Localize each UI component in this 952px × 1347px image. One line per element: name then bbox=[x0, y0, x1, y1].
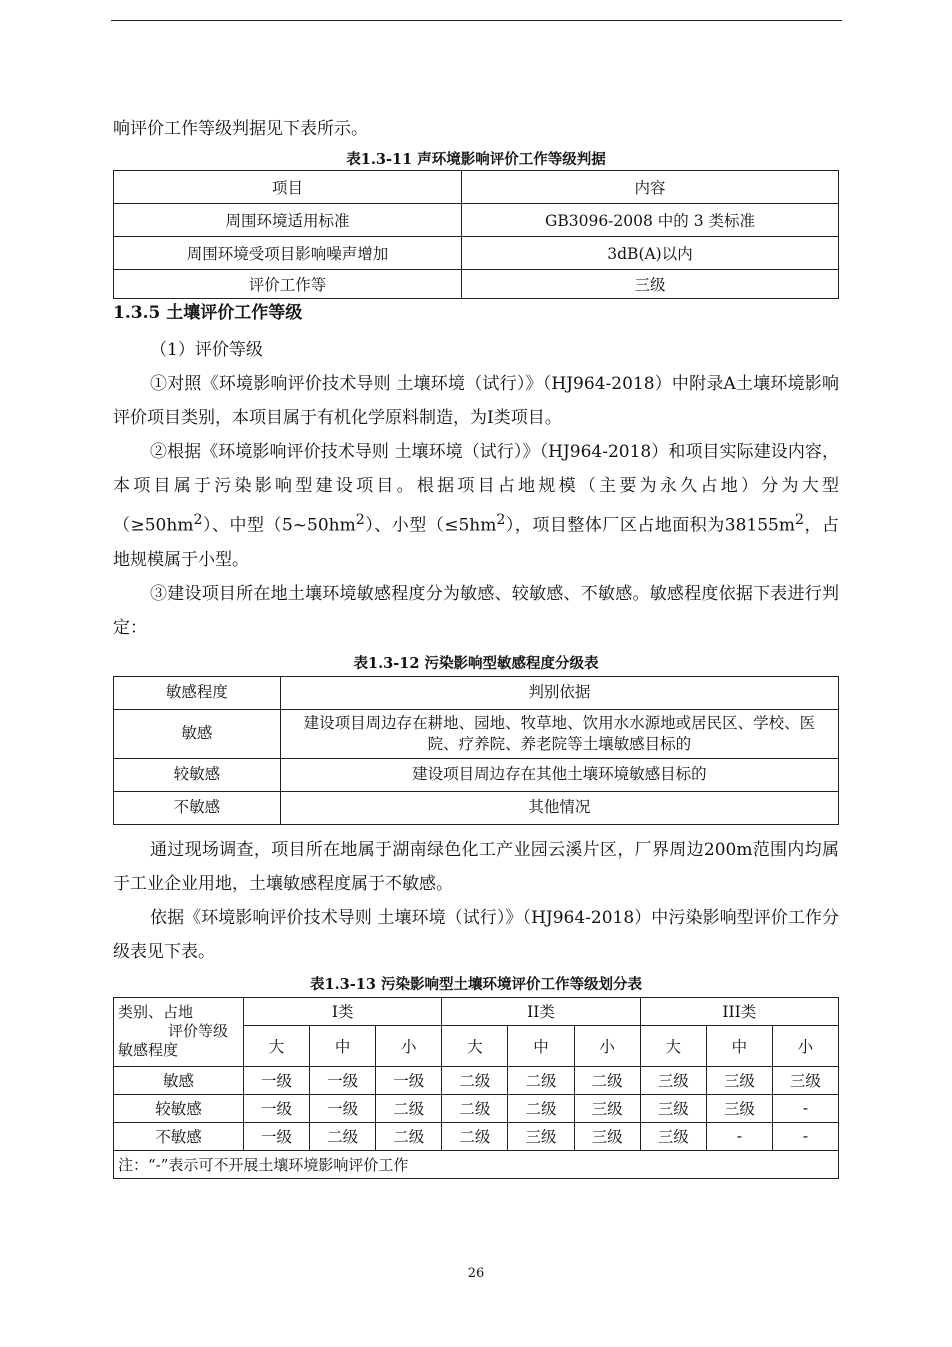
size-header: 小 bbox=[772, 1025, 838, 1066]
table-cell: 敏感 bbox=[114, 709, 281, 758]
table-row bbox=[114, 204, 839, 237]
superscript: 2 bbox=[496, 512, 506, 528]
table-cell: 三级 bbox=[640, 1066, 706, 1094]
table-row bbox=[114, 237, 839, 270]
row-label: 较敏感 bbox=[114, 1094, 244, 1122]
paragraph-5: 依据《环境影响评价技术导则 土壤环境（试行）》（HJ964-2018）中污染影响型评价工作分级表见下表。 bbox=[113, 907, 839, 962]
grade-division-table bbox=[113, 997, 839, 1179]
table-cell: 三级 bbox=[640, 1122, 706, 1150]
size-header: 小 bbox=[376, 1025, 442, 1066]
table-cell: 较敏感 bbox=[114, 758, 281, 791]
paragraph-1: ①对照《环境影响评价技术导则 土壤环境（试行）》（HJ964-2018）中附录A土壤环境影响评价项目类别，本项目属于有机化学原料制造，为I类项目。 bbox=[113, 374, 839, 428]
table-cell: - bbox=[772, 1122, 838, 1150]
table-cell: 一级 bbox=[376, 1066, 442, 1094]
table-cell: 其他情况 bbox=[280, 791, 838, 824]
table-cell: 一级 bbox=[310, 1066, 376, 1094]
table-cell: 3dB(A)以内 bbox=[462, 237, 839, 270]
table-cell: 三级 bbox=[706, 1066, 772, 1094]
header-cell: 敏感程度 bbox=[114, 676, 281, 709]
table-cell: 三级 bbox=[772, 1066, 838, 1094]
table-cell: 三级 bbox=[574, 1094, 640, 1122]
size-header: 大 bbox=[442, 1025, 508, 1066]
table-cell: - bbox=[706, 1122, 772, 1150]
table-cell: 建设项目周边存在耕地、园地、牧草地、饮用水水源地或居民区、学校、医院、疗养院、养老院等土壤敏感目标的 bbox=[280, 709, 838, 758]
paragraph-2-text: ，占地规模属于小型。 bbox=[113, 515, 840, 570]
corner-label: 评价等级 bbox=[168, 1022, 229, 1041]
size-header: 大 bbox=[244, 1025, 310, 1066]
table-cell: 二级 bbox=[442, 1066, 508, 1094]
document-body bbox=[113, 112, 839, 1179]
superscript: 2 bbox=[795, 512, 805, 528]
paragraph-2-text: ）、小型（≤5hm bbox=[364, 515, 497, 536]
header-cell: 判别依据 bbox=[280, 676, 838, 709]
table-cell: 周围环境适用标准 bbox=[114, 204, 462, 237]
header-rule bbox=[111, 20, 842, 21]
table-cell: 建设项目周边存在其他土壤环境敏感目标的 bbox=[280, 758, 838, 791]
table-cell: - bbox=[772, 1094, 838, 1122]
size-header: 中 bbox=[310, 1025, 376, 1066]
table-cell: 二级 bbox=[376, 1122, 442, 1150]
table-cell: 三级 bbox=[508, 1122, 574, 1150]
table-cell: 一级 bbox=[244, 1066, 310, 1094]
sub-heading: （1）评价等级 bbox=[150, 340, 263, 360]
table-cell: 三级 bbox=[574, 1122, 640, 1150]
table-cell: GB3096-2008 中的 3 类标准 bbox=[462, 204, 839, 237]
table-cell: 周围环境受项目影响噪声增加 bbox=[114, 237, 462, 270]
size-header: 中 bbox=[706, 1025, 772, 1066]
size-header: 小 bbox=[574, 1025, 640, 1066]
corner-label: 敏感程度 bbox=[118, 1041, 179, 1060]
superscript: 2 bbox=[355, 512, 365, 528]
table-cell: 二级 bbox=[376, 1094, 442, 1122]
table-cell: 三级 bbox=[462, 270, 839, 299]
page-number: 26 bbox=[467, 1266, 485, 1281]
row-label: 不敏感 bbox=[114, 1122, 244, 1150]
table-note: 注：“-”表示可不开展土壤环境影响评价工作 bbox=[114, 1150, 839, 1178]
paragraph-2 bbox=[113, 435, 839, 577]
table-cell: 二级 bbox=[508, 1094, 574, 1122]
table-cell: 二级 bbox=[442, 1094, 508, 1122]
size-header: 大 bbox=[640, 1025, 706, 1066]
table-12-caption: 表1.3-12 污染影响型敏感程度分级表 bbox=[353, 654, 599, 672]
category-header: I类 bbox=[244, 997, 442, 1025]
paragraph-2-text: ）、中型（5~50hm bbox=[202, 515, 356, 536]
table-header-row bbox=[114, 171, 839, 204]
superscript: 2 bbox=[193, 512, 203, 528]
paragraph-3: ③建设项目所在地土壤环境敏感程度分为敏感、较敏感、不敏感。敏感程度依据下表进行判定： bbox=[113, 583, 839, 638]
table-header-row bbox=[114, 997, 839, 1025]
row-label: 敏感 bbox=[114, 1066, 244, 1094]
sensitivity-table bbox=[113, 676, 839, 825]
table-cell: 二级 bbox=[508, 1066, 574, 1094]
table-cell: 三级 bbox=[706, 1094, 772, 1122]
table-cell: 二级 bbox=[310, 1122, 376, 1150]
table-cell: 一级 bbox=[244, 1122, 310, 1150]
table-row bbox=[114, 791, 839, 824]
paragraph-2-text: ），项目整体厂区占地面积为38155m bbox=[505, 515, 795, 536]
corner-cell bbox=[114, 997, 244, 1066]
table-note-row bbox=[114, 1150, 839, 1178]
table-cell: 不敏感 bbox=[114, 791, 281, 824]
paragraph-4: 通过现场调查，项目所在地属于湖南绿色化工产业园云溪片区，厂界周边200m范围内均属于工业企业用地，土壤敏感程度属于不敏感。 bbox=[113, 839, 839, 894]
table-row bbox=[114, 270, 839, 299]
table-row bbox=[114, 758, 839, 791]
size-header: 中 bbox=[508, 1025, 574, 1066]
table-cell: 一级 bbox=[244, 1094, 310, 1122]
table-cell: 三级 bbox=[640, 1094, 706, 1122]
table-11-caption: 表1.3-11 声环境影响评价工作等级判据 bbox=[346, 151, 606, 168]
table-row bbox=[114, 709, 839, 758]
table-13-caption: 表1.3-13 污染影响型土壤环境评价工作等级划分表 bbox=[310, 975, 642, 993]
paragraph-2-text: ②根据《环境影响评价技术导则 土壤环境（试行）》（HJ964-2018）和项目实际建设内容，本项目属于污染影响型建设项目。根据项目占地规模（主要为永久占地）分为大型（≥50hm bbox=[113, 442, 839, 536]
table-cell: 评价工作等 bbox=[114, 270, 462, 299]
table-row bbox=[114, 1094, 839, 1122]
intro-line: 响评价工作等级判据见下表所示。 bbox=[113, 119, 368, 139]
category-header: III类 bbox=[640, 997, 838, 1025]
table-row bbox=[114, 1066, 839, 1094]
corner-label: 类别、占地 bbox=[118, 1003, 194, 1022]
table-cell: 一级 bbox=[310, 1094, 376, 1122]
header-cell: 内容 bbox=[462, 171, 839, 204]
category-header: II类 bbox=[442, 997, 640, 1025]
noise-grade-table bbox=[113, 170, 839, 299]
section-heading: 1.3.5 土壤评价工作等级 bbox=[113, 303, 303, 323]
table-row bbox=[114, 1122, 839, 1150]
table-cell: 二级 bbox=[442, 1122, 508, 1150]
table-header-row bbox=[114, 676, 839, 709]
table-cell: 二级 bbox=[574, 1066, 640, 1094]
header-cell: 项目 bbox=[114, 171, 462, 204]
